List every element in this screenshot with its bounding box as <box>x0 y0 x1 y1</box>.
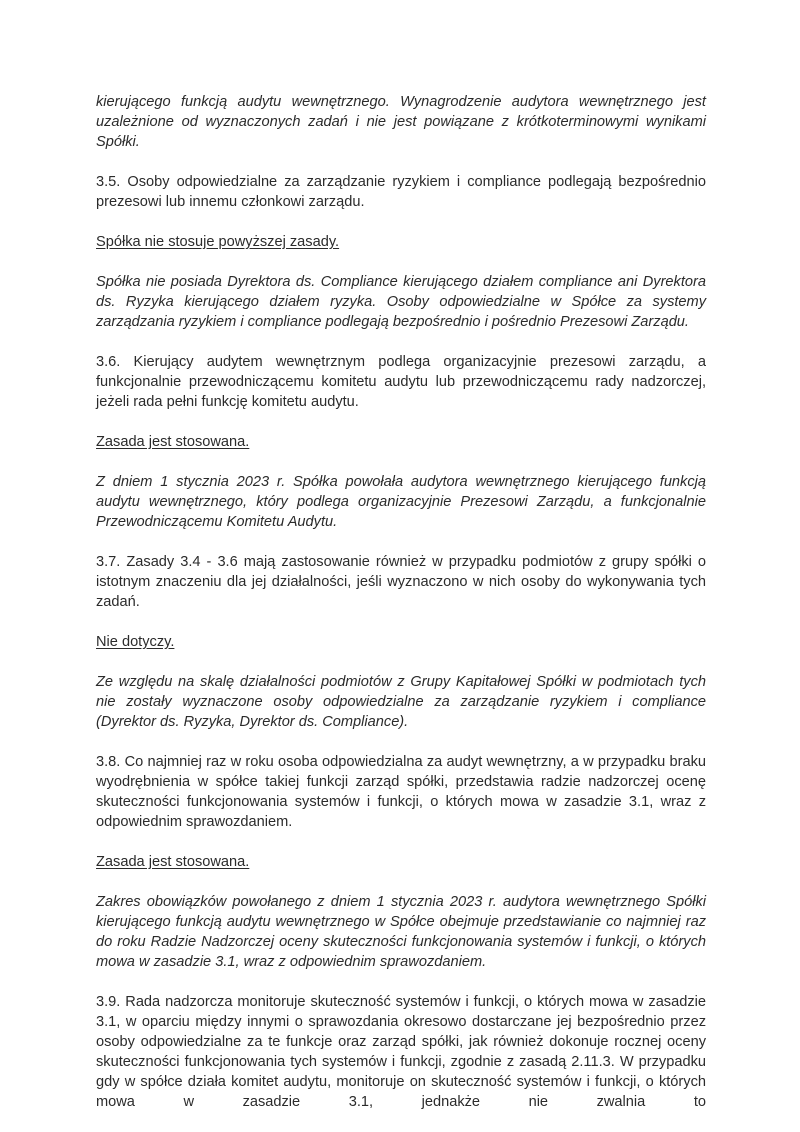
rule-3-8: 3.8. Co najmniej raz w roku osoba odpowiedzialna za audyt wewnętrzny, a w przypadku braku wyodrębnienia w spółce takiej funkcji zarząd spółki, przedstawia radzie nadzorczej ocenę skuteczności funkcjonowania systemów i funkcji, o których mowa w zasadzie 3.1, wraz z odpowiednim sprawozdaniem. <box>96 754 706 830</box>
comment-paragraph: Z dniem 1 stycznia 2023 r. Spółka powołała audytora wewnętrznego kierującego funkcją audytu wewnętrznego, który podlega organizacyjnie Prezesowi Zarządu, a funkcjonalnie Przewodniczącemu Komitetu Audytu. <box>96 474 706 530</box>
status-not-applicable: Nie dotyczy. <box>96 634 175 650</box>
comment-paragraph: kierującego funkcją audytu wewnętrznego. Wynagrodzenie audytora wewnętrznego jest uzależnione od wyznaczonych zadań i nie jest powiązane z krótkoterminowymi wynikami Spółki. <box>96 94 706 150</box>
rule-3-5: 3.5. Osoby odpowiedzialne za zarządzanie ryzykiem i compliance podlegają bezpośrednio prezesowi lub innemu członkowi zarządu. <box>96 174 706 210</box>
status-not-applied: Spółka nie stosuje powyższej zasady. <box>96 234 340 250</box>
comment-paragraph: Ze względu na skalę działalności podmiotów z Grupy Kapitałowej Spółki w podmiotach tych nie zostały wyznaczone osoby odpowiedzialne za zarządzanie ryzykiem i compliance (Dyrektor ds. Ryzyka, Dyrektor ds. Compliance). <box>96 674 706 730</box>
rule-3-6: 3.6. Kierujący audytem wewnętrznym podlega organizacyjnie prezesowi zarządu, a funkcjonalnie przewodniczącemu komitetu audytu lub przewodniczącemu rady nadzorczej, jeżeli rada pełni funkcję komitetu audytu. <box>96 354 706 410</box>
rule-3-9: 3.9. Rada nadzorcza monitoruje skuteczność systemów i funkcji, o których mowa w zasadzie 3.1, w oparciu między innymi o sprawozdania okresowo dostarczane jej bezpośrednio przez osoby odpowiedzialne za te funkcje oraz zarząd spółki, jak również dokonuje rocznej oceny skuteczności funkcjonowania tych systemów i funkcji, zgodnie z zasadą 2.11.3. W przypadku gdy w spółce działa komitet audytu, monitoruje on skuteczność systemów i funkcji, o których mowa w zasadzie 3.1, jednakże nie zwalnia to <box>96 994 706 1110</box>
comment-paragraph: Zakres obowiązków powołanego z dniem 1 stycznia 2023 r. audytora wewnętrznego Spółki kierującego funkcją audytu wewnętrznego w Spółce obejmuje przedstawianie co najmniej raz do roku Radzie Nadzorczej oceny skuteczności funkcjonowania systemów i funkcji, o których mowa w zasadzie 3.1, wraz z odpowiednim sprawozdaniem. <box>96 894 706 970</box>
status-applied: Zasada jest stosowana. <box>96 854 250 870</box>
comment-paragraph: Spółka nie posiada Dyrektora ds. Compliance kierującego działem compliance ani Dyrektora ds. Ryzyka kierującego działem ryzyka. Osoby odpowiedzialne w Spółce za systemy zarządzania ryzykiem i compliance podlegają bezpośrednio i pośrednio Prezesowi Zarządu. <box>96 274 706 330</box>
rule-3-7: 3.7. Zasady 3.4 - 3.6 mają zastosowanie również w przypadku podmiotów z grupy spółki o istotnym znaczeniu dla jej działalności, jeśli wyznaczono w nich osoby do wykonywania tych zadań. <box>96 554 706 610</box>
status-applied: Zasada jest stosowana. <box>96 434 250 450</box>
document-page <box>96 92 706 1132</box>
